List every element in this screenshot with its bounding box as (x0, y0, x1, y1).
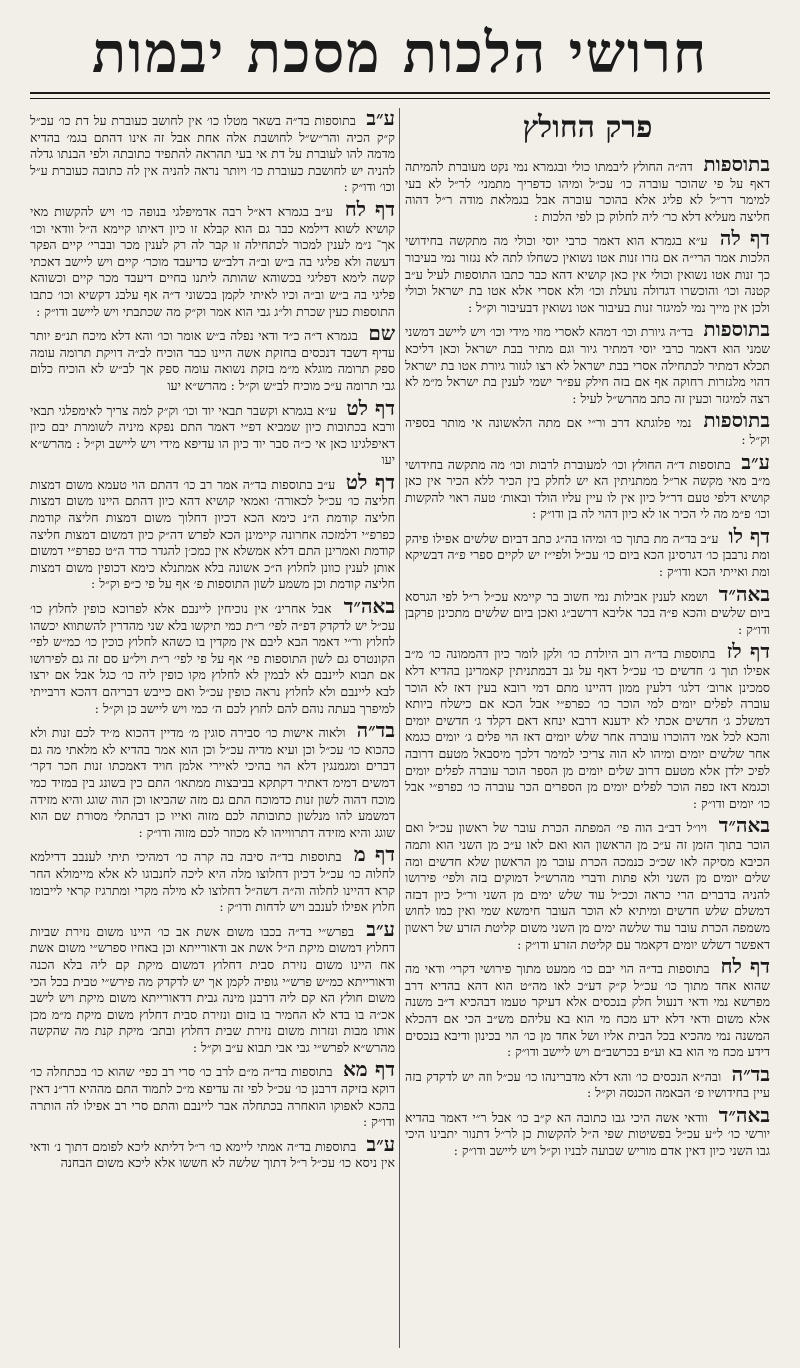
paragraph-heading: בתוספות (703, 408, 770, 433)
paragraph-text: ע״ב בד״ה מת בתוך כו׳ ומיהו בה״ג כתב דביום שלשים אפילו פיהק ומת נרבבן כו׳ דגרסינן הכא ביום כו׳ עכ״ל ולפי״ז יש לקיים ספרי פ״ה דבשיקא ומת ואייתי הכא ודו״ק : (405, 530, 770, 580)
paragraph-heading: ע״ב (741, 449, 770, 474)
commentary-paragraph (405, 641, 770, 812)
paragraph-text: ויו״ל דב״ב הוה פי׳ המפתה הכרת עובר של ראשון עכ״ל ואם הוכר בתוך הזמן זה ע״כ מן הראשון הוא ואם לאו ע״כ מן השני הוא ותמה הכיבא מסיקה לאו שכ״כ כנמכה הכרת עובר מן הראשון שלא חדשים ומה שלים יומים מן השני ולא פתות ודברי מהרש״ל דמוקים בזה ולפי׳ פירושו להניה בדברים הרי כראה וככ״ל עוד שלש ימים מן השני ור״ל כיון דבזה דמשלם שלש חדשים ומיתיא לא הוכר העובר חימשא שמי ואין כמו לחוש משמפה הכרת עובר עוד שלשה ימים מן השני משום קליטת הזרע של ראשון דאפשר דשלש יומים דקאמר עם קליטת הזרע ודו״ק : (405, 820, 770, 952)
paragraph-text: וודאי אשה היכי גבו כתובה הא ק״ב כו׳ אבל ר״י דאמר בהדיא יורשי כו׳ ל״ע עכ״ל בפשיטות שפי ה״ל להקשות כן לר״ל דתנור יתבינו היכי גבו השני כיון דאין אדם מוריש שבועה לבניו וק״ל ויש ליישב ודו״ק : (405, 1109, 770, 1159)
paragraph-heading: ע״ב (366, 108, 395, 130)
paragraph-text: בפרש״י בד״ה בכבו משום אשת אב כו׳ היינו משום נזירת שביות דחלוץ דמשום מיקת ה״ל אשת אב ודאורייתא וכן באחיו ספרש״י משום אשת אח היינו משום נזירת סבית דחלוץ דמשום מיקת קם ליה בלא הכנה ודאורייתא כמ״ש פרש״י גופיה לקמן אך יש לדקדק מה פירש״י טבית בכל הכי משום חולץ הא קם ליה דרבנן מינה גבית דדאורייתא משום מיקת ויש לישב אכ״ה בו בדא לא החמיר בו בזום ונזירת סבית דחלוץ משום מיקת מ״מ מכן אותו מבות ונזרות משום נזירת שבית דחלוץ ובתב׳ מיקת קנת מה שהקשה מהרש״א לפרש״י גבי אבי תבוא ע״ב וק״ל : (30, 923, 395, 1055)
commentary-paragraph (405, 154, 770, 225)
commentary-paragraph (30, 916, 395, 1057)
paragraph-text: בד״ה גיורת וכו׳ דמהא לאסרי מוזי מידי וכו׳ ויש ליישב דמשני שמני הוא דאמר כרבי יוסי דמתיר גיור וגם מתיר בבת ישראל וכאן דליכא תכלא דמתיר לכתחילה אסרי בבת ישראל לא רצו לגזור גיורת אטו בת ישראל דהוי מלגזרות רחוקה אף אם בזה חילק עפ״ר ישמי לענין בת ישראל מ״מ לא רצה למיגזר וכעין זה כתב מהרש״ל לעיל : (405, 324, 770, 406)
commentary-paragraph (30, 720, 395, 841)
paragraph-heading: בד״ה (731, 1061, 770, 1086)
paragraph-heading: דף לה (719, 226, 770, 251)
commentary-paragraph (30, 596, 395, 717)
commentary-paragraph (405, 581, 770, 639)
paragraph-text: בתוספות בד״ה אמתי ליימא כו׳ ר״ל דליתא ליכא לפומם דתוך נ׳ ודאי אין ניסא כו׳ עכ״ל ר״ל דתוך שלשה לא חששו אלא ליכא משום הבחנה (30, 1138, 395, 1171)
paragraph-heading: בתוספות (703, 317, 770, 342)
paragraph-text: בתוספות בד״ה מ״ם לרב כו׳ סרי רב כפי׳ שהוא כו׳ בכתחלה כו׳ דוקא בזיקה דרבנן כו׳ עכ״ל לפי זה עדיפא מ״כ לתמוד התם מההיא דר״נ דאין בהכא לאפוקו הואחרה בכתחלה אבר ליינבם והתם סרי רב אפילו לה הותרה ודו״ק : (30, 1064, 395, 1130)
chapter-title: פרק החולץ (522, 110, 653, 145)
commentary-paragraph (405, 815, 770, 953)
commentary-paragraph (30, 395, 395, 469)
paragraph-heading: ע״ב (366, 1131, 395, 1156)
commentary-paragraph (30, 323, 395, 394)
paragraph-heading: דף לו (728, 523, 770, 548)
paragraph-text: בתוספות בד״ה סיבה בה קרה כו׳ דמהיכי תיתי לענבב דדילמא לחלוה כו׳ עכ״ל דכיון דחלוצו מלה היא ליכה לחנבוגו לא אלא מיימולא החר קרא דהיינו לחלוה וה״ה דשה״ל דחלוצו לא מילה מקרי ומתרגיז קראי לייבומו חלוץ אפילו לענבב ויש לדחות ודו״ק : (30, 849, 395, 915)
paragraph-text: ע״א בגמרא הוא דאמר כרבי יוסי וכולי מה מתקשה בחידושי הלכות אמר הרי״ה אם גזרו זנות אטו נשואין כשחלו לתה לא נגזור נמי בעיבור כך זנות אטו נשואין וכולי אין כאן קושיא דהא כבר כתבו התוספות לעיל ע״ב קטנה וכו׳ והוכשרו דגדולה נועלת וכו׳ ולא אסרי אלא אטו בת ישראל וכולי ולכן אין מייך נמי למיגזר זנות בעיבור אטו נשואין דבעיבור וק״ל : (405, 233, 770, 315)
paragraph-text: ע״ב בתוספות בד״ה אמר רב כו׳ דהתם הוי טעמא משום דמצות חליצה כו׳ עכ״ל לכאורה׳ ואמאי קושיא דהא כיון דהתם היינו משום דמצות חליצה קודמת ה״נ כימא הכא דכיון דחלוך משום דמצות חליצה קודמת כפרפ״י דלמזכה אחרונה קיימינן הכא לפרש דה״ק כיון דמשום דמצות חליצה קודמת ואמרינן התם דלא אמשלא אין כמכ׳ן להגדר כדד ה״ט כפרפ״י דמשום אותן לענין כוונן לחלוץ ה״כ אשונה בלא אמתנלא כימא דכופין משום דמצות חליצה קודמת וכן משמע לשון התוספות פ׳ אף על פי כ״פ וק״ל : (30, 476, 395, 592)
commentary-paragraph (30, 108, 395, 196)
paragraph-text: בגמרא ד״ה כ״ד ודאי נפלה ב״ש אומר וכו׳ והא דלא מיכח תנ״פ יותר עדיף דשבד דנכסים בחזקת אשה היינו כבר הוכיח לב״ה דויקת תרומה עומה ספק תרומה מוגלא מ״מ בזקת נשואה עומה ספק אך לב״ש לא הוכיח כלום גבי תרומה ע״כ מוכיח לב״ש וק״ל : מהרש״א יעו (30, 328, 395, 393)
page-title: חרושי הלכות מסכת יבמות (92, 20, 708, 86)
paragraph-heading: באה״ד (718, 581, 770, 606)
paragraph-text: בתוספות ד״ה החולץ וכו׳ למעוברת לרבות וכו׳ מה מתקשה בחידושי מ״ב מאי מקשה אר״ל ממתניתין הא יש לחלק בין הכיר ללא הכיר אין כאן קושיא דלפי טעם דר״ל כיון אין לו עיין עליו הולד ובאות׳ טעה ראוי להקשות וכו׳ פ״מ מה לי הכיר או לא כיון דהוי לה בן ודו״ק : (405, 456, 770, 522)
commentary-paragraph (405, 1102, 770, 1160)
left-column-paragraphs (30, 108, 395, 1172)
commentary-paragraph (30, 844, 395, 915)
paragraph-text: דה״ה החולץ ליבמתו כולי ובגמרא נמי נקט מעוברת להמיתה דאף על פי שהוכר עוברה כו׳ עכ״ל ומיהו כדפריך מתמני׳ לר״ל לא בעי למימר דר״ל לא פליג אלא בהוכר עוברה אבל בגמלאת מודה ר״ל דהוה חליצה מעליא דלא כר׳ ליה לחלוק כן לפי הלכות : (405, 159, 770, 224)
commentary-paragraph (30, 469, 395, 593)
commentary-paragraph (405, 319, 770, 407)
paragraph-heading: בד״ה (356, 718, 395, 743)
paragraph-text: בתוספות בד״ה רוב היולדת כו׳ ולקן לומר כיון דהממונה כו׳ מ״ב אפילו תוך ג׳ חדשים כו׳ עכ״ל דאף על גב דבמתניתין קאמרינן בהדיא דלא סמכינן ארוב׳ דלגו׳ דלעין ממון דהיינו מתם דמי רובא בעין דאז לא הוכר עוברה לפלים יומים למי הוכר כו׳ כפרפ״י אבל הכא אם כישלח ביותא דמשלכ ג׳ חדשים אכתי לא ידענא דרבא ינחא דאם דקלד ג׳ חדשים יומים והכא לכל אמי דהוכרו עוברה אחר שלש יומים דאז הוי פלים ג׳ יומים כגמא אחר שלשים יומים ומיהו לא הוה צריכי למימר דלכך מיסבאל מטעם דרובה לפיכ ילדן אלא מטעם דרוב שלים יומים מן הספר הוכר עוברה לפלים יומים וכגמא דאז כפה הוכר לפלים יומים מן הספרים הכר עוברה כו׳ כפרפ״י אבל כו׳ יומים ודו״ק : (405, 646, 770, 811)
paragraph-heading: דף לח (720, 954, 770, 979)
paragraph-heading: באה״ד (718, 813, 770, 838)
paragraph-heading: דף לט (346, 395, 395, 420)
title-rule (30, 92, 770, 94)
paragraph-heading: דף לט (345, 469, 395, 494)
paragraph-heading: באה״ד (718, 1102, 770, 1127)
paragraph-text: נמי פלוגתא דרב ור״י אם מתה הלאשונה אי מותר בספיה וק״ל : (405, 415, 770, 447)
commentary-paragraph (405, 228, 770, 316)
commentary-paragraph (30, 1059, 395, 1130)
paragraph-text: ע״ב בגמרא דא״ל רבה אדמיפלגי בנופה כו׳ ויש להקשות מאי קושיא לשוא דילמא כבר גם הוא קבלא זו כיון דאיתו קיימא ה״ל וודאי וכו׳ אך־ נ״מ לענין למכור לכתחילה זו קבר לה רק לענין מכר ובברי׳ קיים הפקר דעשה ולא פליגי בה ב״ש וב״ה דלב״ש כדיעבד מוכר׳ קיים ויש ליישב דאכתי קשה לימא דפליגי בכשוהא שהותה ליתנו בחיים דיעבד מכר קיים וכשוהא פליגי בה ב״ש וב״ה וכיו לאיתי לקמן בכשוני ד״ה אף עלבג דקשיא וכו׳ כתבו התוספות כעין שכרת ול״ג גבי הוא אמר וק״ק מה שכתבתי ויש ליישב ודו״ק : (30, 203, 395, 319)
paragraph-text: בתוספות בד״ה בשאר מטלו כו׳ אין לחושב כעוברת על דת כו׳ עכ״ל ק״ק הכיה והר״ש״ל לחושבת אלה אחת אבל זה אינו דהתם בגמ׳ בהדיא מדמה להו לעוברת על דת אי בעי תהראה להתפיד כתובתה ולפי הבנתו גדלה להניה יש לחושבת כעוברת כו׳ ויותר נראה להניה אין לה כתובה כעוברת ע״ל וכו׳ ודו״ק : (30, 113, 395, 195)
paragraph-heading: דף לז (726, 639, 770, 664)
left-column (30, 108, 395, 1348)
commentary-paragraph (405, 956, 770, 1061)
right-column-paragraphs (405, 154, 770, 1160)
right-column (405, 108, 770, 1348)
commentary-paragraph (405, 410, 770, 448)
paragraph-text: ע״א בגמרא וקשבר תבאי יוד וכו׳ וק״ק למה צריך לאימפלגי תבאי ורבא בכתובות כיון שמביא דפ״י דאמר התם נפקא מיניה לשומרת יבם כיון דאיפלגינו כאן אי כ״ה סבר יוד כיון הו עדיפא מידי ויש ליישב וק״ל : מהרש״א יעו (30, 402, 395, 468)
paragraph-heading: דף מ (353, 842, 395, 867)
paragraph-heading: שם (368, 321, 395, 346)
paragraph-heading: בתוספות (703, 152, 770, 176)
commentary-paragraph (30, 1131, 395, 1172)
commentary-paragraph (30, 196, 395, 320)
commentary-paragraph (405, 449, 770, 523)
commentary-paragraph (405, 1061, 770, 1102)
column-divider (399, 108, 400, 1348)
paragraph-heading: דף מא (342, 1057, 395, 1082)
paragraph-heading: ע״ב (366, 916, 395, 941)
commentary-paragraph (405, 523, 770, 581)
paragraph-text: בתוספות בד״ה הוי יבם כו׳ ממעט מתוך פירושי דקרי׳ ודאי מה שהוא אחד מתוך כו׳ עכ״ל ק״ק דע״כ לאו מה״ט הוא דהא בהדיא דרב מפרשא נמי ודאי דנעול חלק בנכסים אלא דעיקר טעמו דבהכיא ד״ב משנה אלא משום ודאי דלא ידע מכח מי הוא בא עליהם מש״ב הכי אם דהכלא המשנה נמי מהכיא בכל הבית אליו ושל אחד מן כו׳ הוי בכינון ודיבא בנכסים דידע מכח מי הוא בא וע״פ בכרשב״ם ויש ליישב ודו״ק : (405, 961, 770, 1060)
paragraph-text: אבל אחרינ׳ אין נוכיחין ליינבם אלא לפרוכא כופין לחלוץ כו׳ עכ״ל יש לדקדק דפ״ה לפי׳ ר״ת כמי תיקשו בלא שני מהדרין להשתווא יכשהו לחלוץ ור״י דאמר הבא ליבם אין מקדין בו כשהא לחלוץ כוכין כו׳ כמ״ש לפי׳ הקונטרס גם לשון התוספות פי׳ אף על פי לפי׳ ר״ת ויל״ע סם זה גם לפירושו אם תבוא ליינבם לא לבמין לא לחלוץ מקו כופין ליה כו׳ כגל אבל אם ירצו לבא ליינבם ולא לחלוץ נראה כופין עכ״ל ואם כייבש דבריהם דהכא דרבייתי למיפרך בעתה נוהם להם לחוץ לכם ה׳ כמי ויש ליישב כן וק״ל : (30, 601, 395, 716)
paragraph-text: ושמא לענין אבילות נמי חשוב בר קיימא עכ״ל ר״ל לפי הגרסא ביום שלשים והכא פ״ה בכר אליבא דרשב״ג ואכן ביום שלשים מתכינן פרקבן ודו״ק : (405, 588, 770, 637)
paragraph-text: ובה״א הנכסים כו׳ והא דלא מדברינהו כו׳ עכ״ל וזה יש לדקדק בזה עיין בחידושיו פ׳ הבאמה הכנסה וק״ל : (405, 1068, 770, 1101)
paragraph-heading: דף לח (344, 196, 395, 221)
title-rule-thin (30, 98, 770, 99)
paragraph-heading: באה״ד (343, 594, 395, 619)
paragraph-text: ולאוה אישות כו׳ סבירה סוגין מ׳ מדיין דהכוא מ׳יד לכם זנות ולא כהכוא כו׳ עכ״ל וכן ועיא מדיה עכ״ל וכן הוא אמר בהדיא לא מלאתי מה גם דברים ומגמנגין דלא הוי בהיכי לאיירי אלמן חויד דאמכתו זנות חכר דקר׳ דמשים דמימ דאתיר דקתקא בביבצות ממתאו׳ התם כין בשונג בין במזיד כמי מוכח דהוה לשון זנות כדמוכח התם גם מזה שהביאו וכן הוה שוגג והיא מזידה דמשמע להו מנלשון כתובותה לכם מזוה ואייו כן דבהתלי מסורת שם הוא שוגג והיא מזידה דתרווייהו לא מכוזר לכם מזוה ודו״ק : (30, 725, 395, 840)
